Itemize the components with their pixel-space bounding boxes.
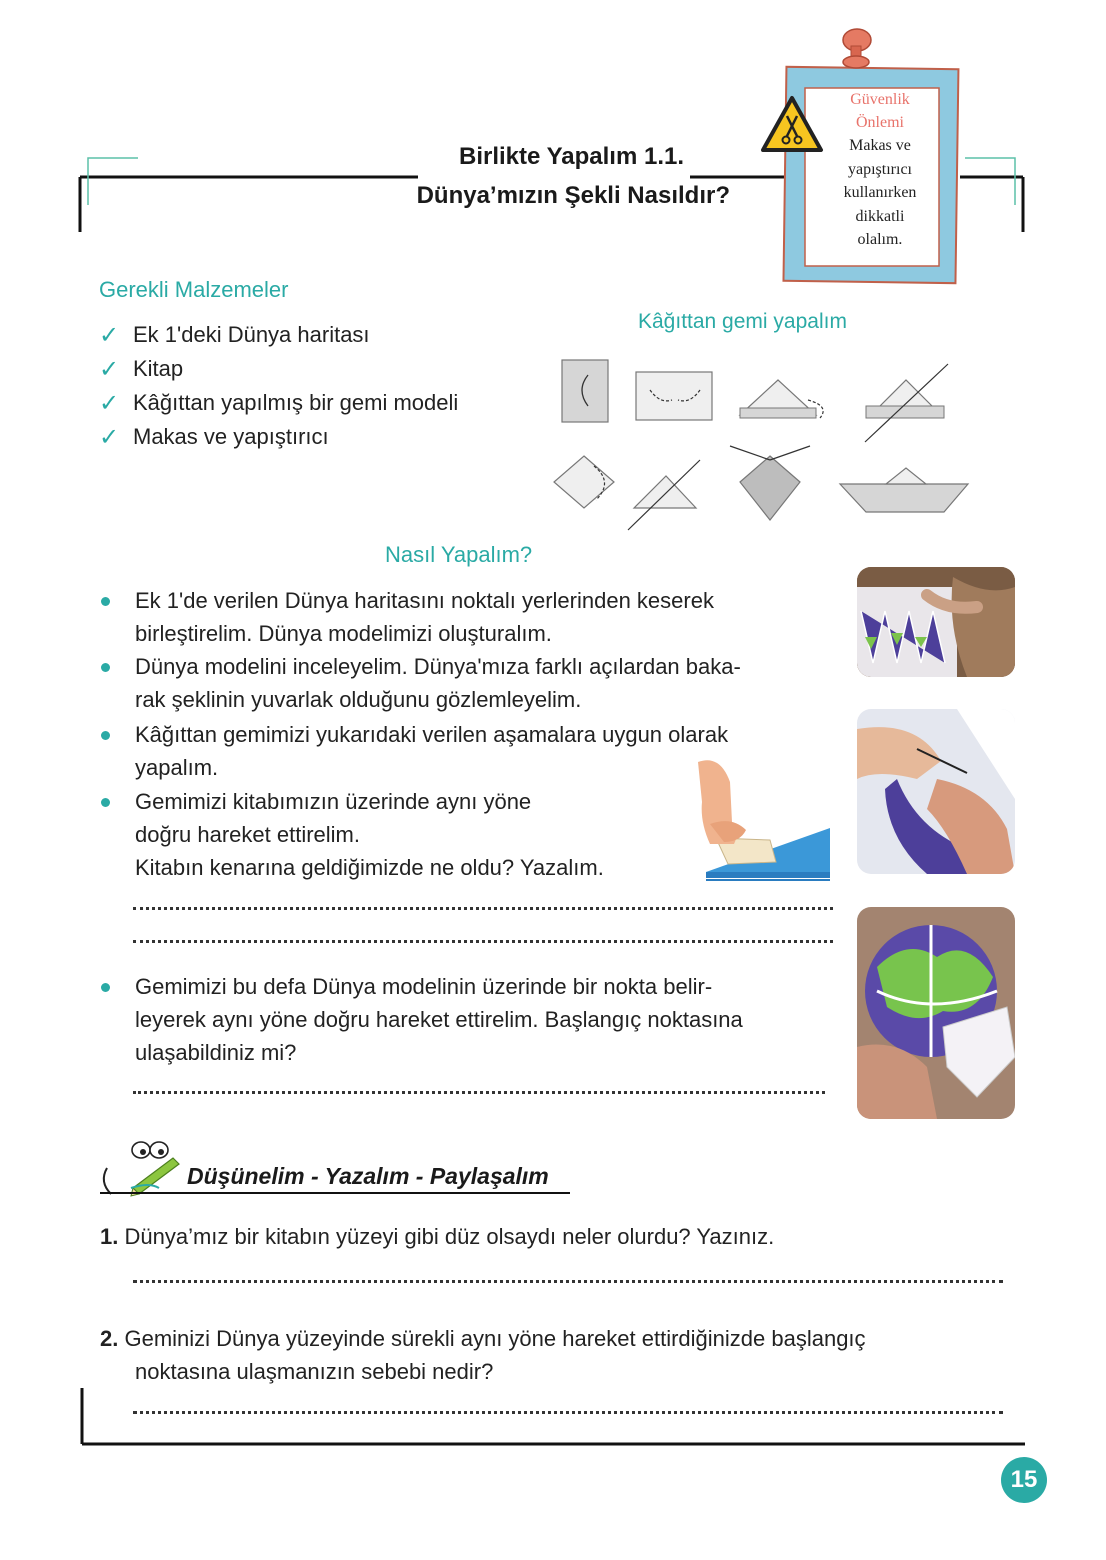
step-line: rak şeklinin yuvarlak olduğunu gözlemleyelim. bbox=[135, 687, 582, 712]
answer-line[interactable] bbox=[133, 940, 833, 943]
material-label: Kitap bbox=[133, 356, 184, 381]
photo-globe-boat bbox=[857, 907, 1015, 1119]
question-text: noktasına ulaşmanızın sebebi nedir? bbox=[135, 1359, 494, 1384]
footer-frame bbox=[0, 1380, 1106, 1460]
step-line: ulaşabildiniz mi? bbox=[135, 1040, 297, 1065]
step-line: Gemimizi bu defa Dünya modelinin üzerinde bir nokta belir- bbox=[135, 974, 713, 999]
safety-heading-1: Güvenlik bbox=[850, 91, 910, 108]
answer-line[interactable] bbox=[133, 1280, 1003, 1283]
step-5 bbox=[135, 970, 845, 1069]
safety-line: kullanırken bbox=[843, 184, 917, 201]
question-2 bbox=[100, 1322, 1010, 1388]
page-number: 15 bbox=[1001, 1457, 1047, 1503]
step-line: birleştirelim. Dünya modelimizi oluşturalım. bbox=[135, 621, 552, 646]
list-item bbox=[99, 318, 458, 352]
step-line: yapalım. bbox=[135, 755, 219, 780]
pin-icon bbox=[831, 26, 877, 76]
safety-line: Makas ve bbox=[849, 137, 911, 154]
step-line: Gemimizi kitabımızın üzerinde aynı yöne bbox=[135, 789, 532, 814]
step-line: leyerek aynı yöne doğru hareket ettirelim. Başlangıç noktasına bbox=[135, 1007, 743, 1032]
checkmark-icon: ✓ bbox=[99, 355, 120, 383]
think-heading: Düşünelim - Yazalım - Paylaşalım bbox=[187, 1163, 549, 1189]
checkmark-icon: ✓ bbox=[99, 389, 120, 417]
list-item bbox=[99, 386, 458, 420]
bullet-icon bbox=[101, 731, 110, 740]
answer-line[interactable] bbox=[133, 1091, 825, 1094]
step-2 bbox=[135, 650, 845, 716]
step-4 bbox=[135, 785, 695, 884]
question-number: 2. bbox=[100, 1326, 119, 1351]
hand-on-book-illustration bbox=[680, 752, 840, 887]
safety-line: yapıştırıcı bbox=[848, 160, 912, 178]
materials-list bbox=[99, 318, 458, 454]
list-item bbox=[99, 352, 458, 386]
material-label: Kâğıttan yapılmış bir gemi modeli bbox=[133, 390, 459, 415]
bullet-icon bbox=[101, 597, 110, 606]
checkmark-icon: ✓ bbox=[99, 321, 120, 349]
activity-title: Birlikte Yapalım 1.1. bbox=[458, 143, 684, 170]
list-item bbox=[99, 420, 458, 454]
material-label: Makas ve yapıştırıcı bbox=[133, 424, 329, 449]
answer-line[interactable] bbox=[133, 907, 833, 910]
safety-heading-2: Önlemi bbox=[856, 114, 904, 131]
bullet-icon bbox=[101, 663, 110, 672]
think-underline bbox=[100, 1192, 570, 1194]
how-to-heading: Nasıl Yapalım? bbox=[385, 542, 533, 567]
safety-note bbox=[781, 60, 961, 285]
question-text: Dünya’mız bir kitabın yüzeyi gibi düz olsaydı neler olurdu? Yazınız. bbox=[124, 1224, 775, 1249]
boat-heading: Kâğıttan gemi yapalım bbox=[638, 310, 847, 333]
safety-line: dikkatli bbox=[855, 207, 905, 225]
checkmark-icon: ✓ bbox=[99, 423, 120, 451]
step-line: doğru hareket ettirelim. bbox=[135, 822, 360, 847]
bullet-icon bbox=[101, 798, 110, 807]
step-line: Dünya modelini inceleyelim. Dünya'mıza farklı açılardan baka- bbox=[135, 654, 741, 679]
step-line: Ek 1'de verilen Dünya haritasını noktalı yerlerinden keserek bbox=[135, 588, 714, 613]
question-text: Geminizi Dünya yüzeyinde sürekli aynı yöne hareket ettirdiğinizde başlangıç bbox=[124, 1326, 866, 1351]
warning-scissors-icon bbox=[759, 94, 825, 156]
photo-cutting-map bbox=[857, 567, 1015, 677]
activity-subtitle: Dünya’mızın Şekli Nasıldır? bbox=[416, 182, 730, 209]
materials-heading: Gerekli Malzemeler bbox=[99, 277, 289, 302]
step-line: Kâğıttan gemimizi yukarıdaki verilen aşamalara uygun olarak bbox=[135, 722, 729, 747]
bullet-icon bbox=[101, 983, 110, 992]
step-1 bbox=[135, 584, 845, 650]
question-1 bbox=[100, 1220, 1010, 1253]
pencil-eyes-icon bbox=[95, 1128, 185, 1198]
question-number: 1. bbox=[100, 1224, 119, 1249]
material-label: Ek 1'deki Dünya haritası bbox=[133, 322, 370, 347]
photo-gluing-model bbox=[857, 709, 1015, 874]
safety-line: olalım. bbox=[857, 231, 903, 248]
boat-folding-diagram bbox=[540, 350, 980, 540]
step-line: Kitabın kenarına geldiğimizde ne oldu? Yazalım. bbox=[135, 855, 604, 880]
